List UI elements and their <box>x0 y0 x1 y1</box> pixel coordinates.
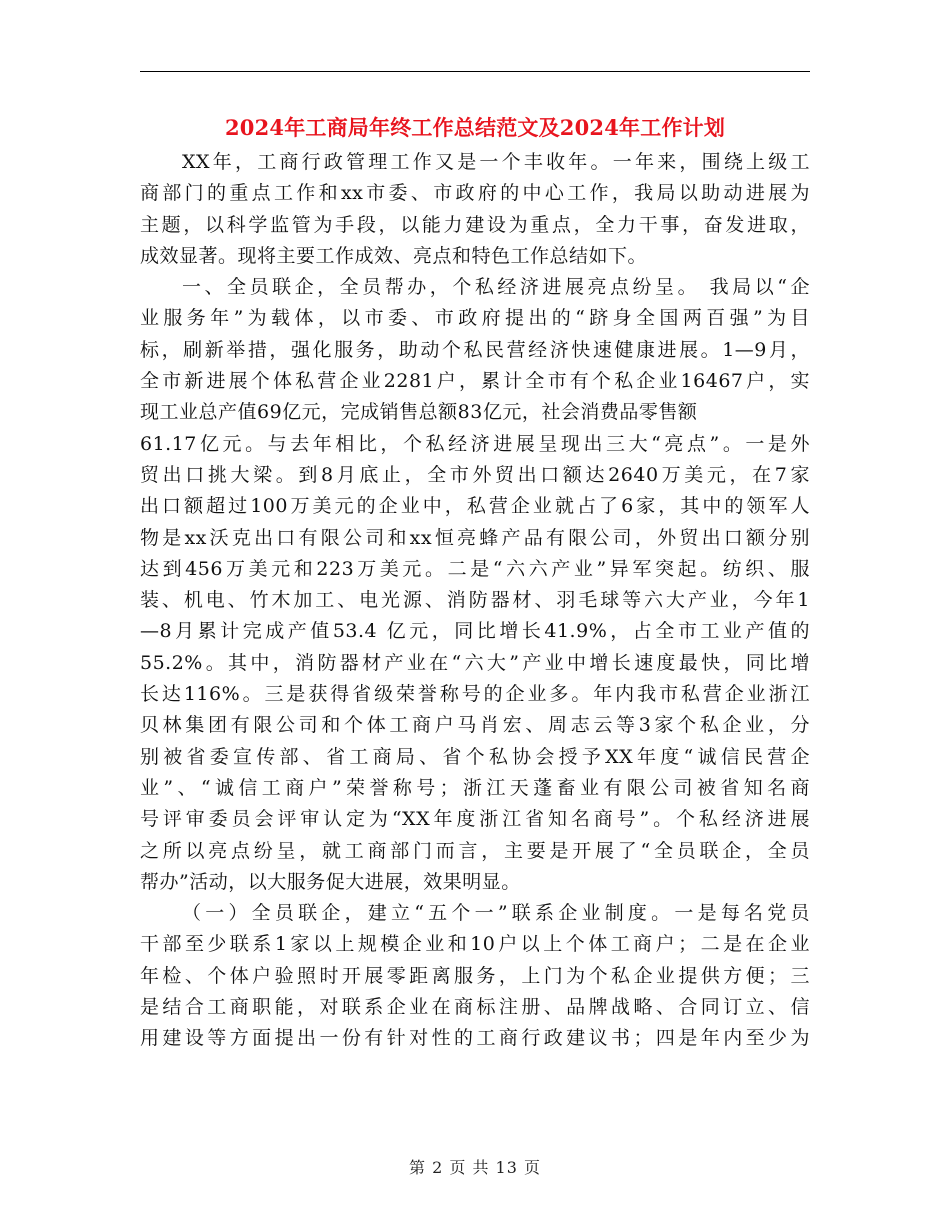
body-line: 商部门的重点工作和xx市委、市政府的中心工作，我局以助动进展为 <box>140 182 810 205</box>
body-line: 长达116%。三是获得省级荣誉称号的企业多。年内我市私营企业浙江 <box>140 683 810 706</box>
body-line: 出口额超过100万美元的企业中，私营企业就占了6家，其中的领军人 <box>140 495 810 518</box>
body-line: 业服务年”为载体，以市委、市政府提出的“跻身全国两百强”为目 <box>140 307 810 330</box>
body-line: 主题，以科学监管为手段，以能力建设为重点，全力干事，奋发进取， <box>140 213 810 236</box>
header-rule <box>140 71 810 72</box>
body-line: 业”、“诚信工商户”荣誉称号；浙江天蓬畜业有限公司被省知名商 <box>140 776 810 799</box>
body-line: 干部至少联系1家以上规模企业和10户以上个体工商户；二是在企业 <box>140 933 810 956</box>
body-line: 55.2%。其中，消防器材产业在“六大”产业中增长速度最快，同比增 <box>140 651 810 674</box>
body-line: 物是xx沃克出口有限公司和xx恒亮蜂产品有限公司，外贸出口额分别 <box>140 526 810 549</box>
body-line: 之所以亮点纷呈，就工商部门而言，主要是开展了“全员联企，全员 <box>140 839 810 862</box>
body-line: 成效显著。现将主要工作成效、亮点和特色工作总结如下。 <box>140 244 648 267</box>
body-line: 61.17亿元。与去年相比，个私经济进展呈现出三大“亮点”。一是外 <box>140 432 810 455</box>
body-line: 帮办”活动，以大服务促大进展，效果明显。 <box>140 870 521 893</box>
body-line: 别被省委宣传部、省工商局、省个私协会授予XX年度“诚信民营企 <box>140 745 810 768</box>
document-title: 2024年工商局年终工作总结范文及2024年工作计划 <box>224 115 726 140</box>
body-line: 年检、个体户验照时开展零距离服务，上门为个私企业提供方便；三 <box>140 964 810 987</box>
body-line: （一）全员联企，建立“五个一”联系企业制度。一是每名党员 <box>182 902 810 925</box>
body-line: 现工业总产值69亿元，完成销售总额83亿元，社会消费品零售额 <box>140 401 698 424</box>
body-line: 全市新进展个体私营企业2281户，累计全市有个私企业16467户，实 <box>140 370 810 393</box>
page-footer: 第 2 页 共 13 页 <box>409 1158 541 1177</box>
body-line: 贸出口挑大梁。到8月底止，全市外贸出口额达2640万美元，在7家 <box>140 463 810 486</box>
body-line: XX年，工商行政管理工作又是一个丰收年。一年来，围绕上级工 <box>182 151 810 173</box>
body-line: 装、机电、竹木加工、电光源、消防器材、羽毛球等六大产业，今年1 <box>140 589 810 612</box>
body-line: 达到456万美元和223万美元。二是“六六产业”异军突起。纺织、服 <box>140 557 810 580</box>
body-line: 用建设等方面提出一份有针对性的工商行政建议书；四是年内至少为 <box>140 1027 810 1050</box>
body-text <box>140 147 810 1055</box>
body-line: —8月累计完成产值53.4 亿元，同比增长41.9%，占全市工业产值的 <box>140 620 810 643</box>
body-line: 号评审委员会评审认定为“XX年度浙江省知名商号”。个私经济进展 <box>140 808 810 831</box>
body-line: 贝林集团有限公司和个体工商户马肖宏、周志云等3家个私企业，分 <box>140 714 810 737</box>
body-line: 一、全员联企，全员帮办，个私经济进展亮点纷呈。 我局以“企 <box>182 276 810 299</box>
body-line: 是结合工商职能，对联系企业在商标注册、品牌战略、合同订立、信 <box>140 996 810 1019</box>
body-line: 标，刷新举措，强化服务，助动个私民营经济快速健康进展。1—9月， <box>140 338 810 361</box>
